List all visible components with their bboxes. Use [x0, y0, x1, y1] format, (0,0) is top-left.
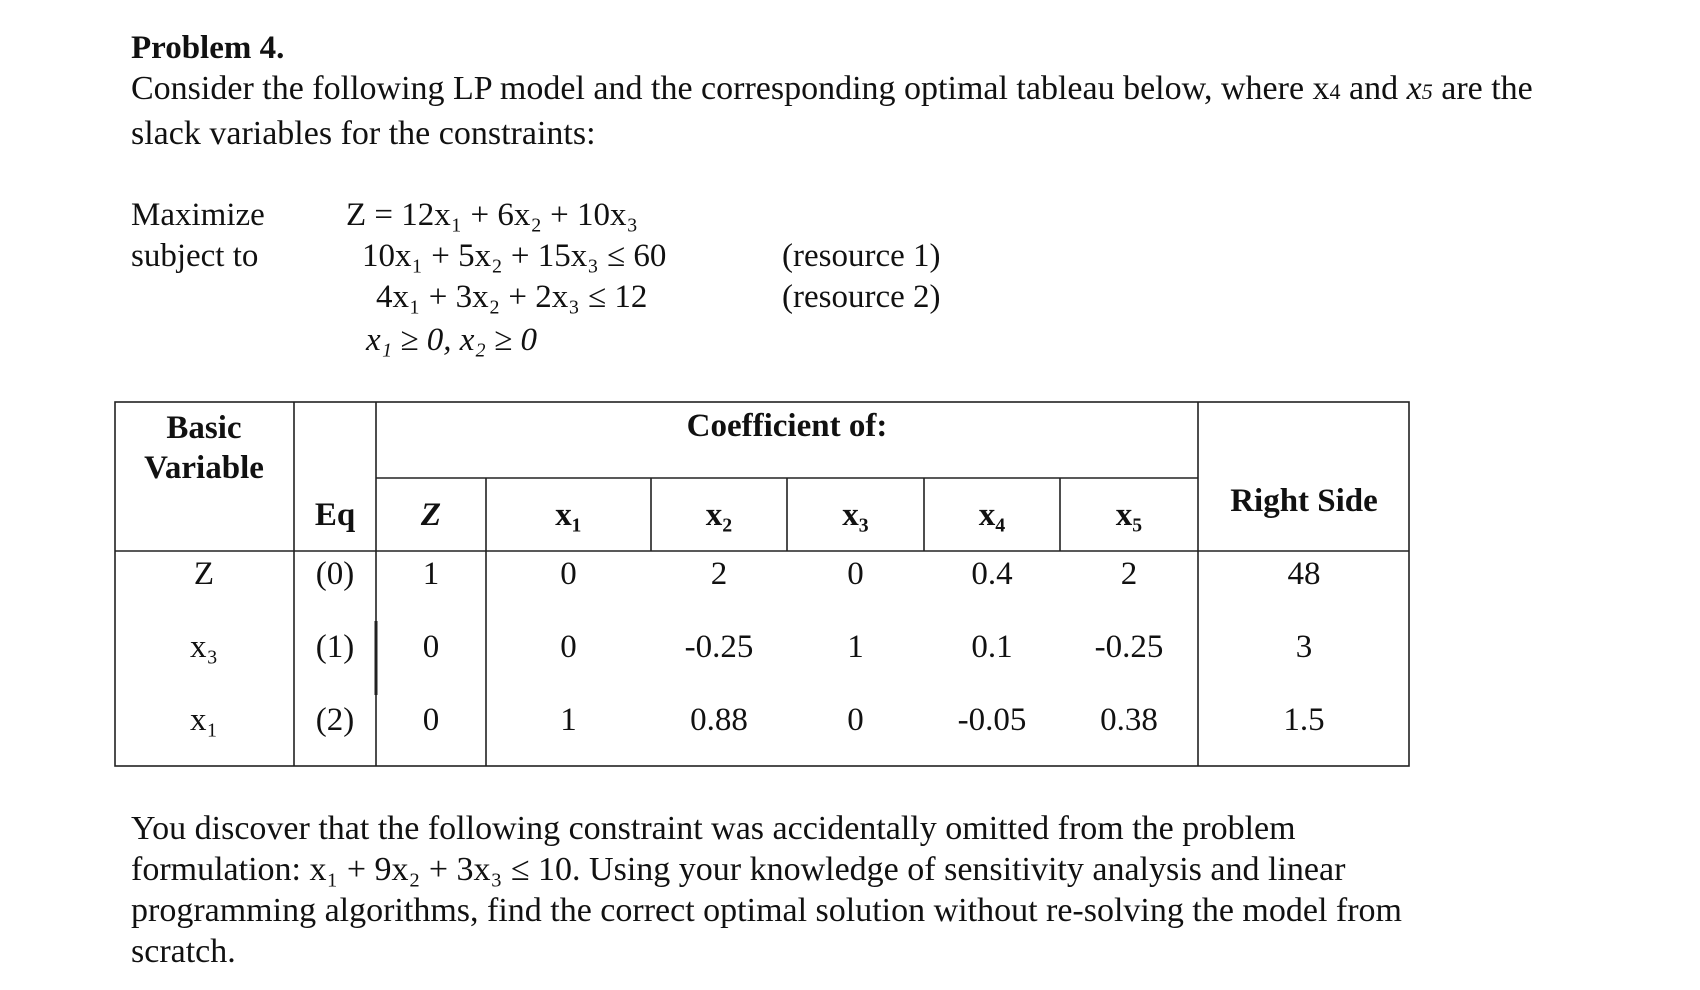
- row-1-coef-x5: -0.25: [1094, 629, 1164, 665]
- constraint-2: 4x₁ + 3x₂ + 2x₃ ≤ 12: [376, 279, 648, 315]
- intro-text-end: are the slack variables for the constraints:: [131, 70, 1533, 152]
- column-header-z: Z: [420, 497, 442, 533]
- column-header-x2: x₂: [705, 497, 733, 533]
- subject-to-label: subject to: [131, 238, 259, 274]
- coefficient-header: Coefficient of:: [686, 408, 888, 444]
- problem-intro: [131, 68, 1611, 155]
- row-1-coef-x4: 0.1: [971, 629, 1013, 665]
- row-2-coef-x3: 0: [847, 702, 864, 738]
- column-header-x4: x₄: [978, 497, 1006, 533]
- nonnegativity-constraints: x₁ ≥ 0, x₂ ≥ 0: [366, 322, 537, 358]
- row-1-coef-z: 0: [422, 629, 440, 665]
- closing-paragraph: [131, 808, 1631, 972]
- row-2-coef-x4: -0.05: [957, 702, 1027, 738]
- eq-header: Eq: [314, 497, 356, 533]
- row-0-coef-z: 1: [422, 556, 440, 592]
- constraint-2-note: (resource 2): [782, 279, 941, 315]
- row-0-coef-x2: 2: [710, 556, 728, 592]
- closing-line-3: programming algorithms, find the correct optimal solution without re-solving the model from: [131, 892, 1402, 929]
- row-1-basic: x₃: [189, 629, 218, 665]
- row-1-coef-x3: 1: [847, 629, 864, 665]
- row-0-basic: Z: [193, 556, 215, 592]
- column-header-x1: x₁: [555, 497, 582, 533]
- basic-variable-header-line-1: Basic: [166, 410, 242, 446]
- row-2-coef-x1: 1: [560, 702, 577, 738]
- maximize-label: Maximize: [131, 197, 265, 233]
- closing-line-1: You discover that the following constraint was accidentally omitted from the problem: [131, 810, 1296, 847]
- intro-var-a: x4: [1312, 70, 1341, 107]
- column-header-x3: x₃: [842, 497, 869, 533]
- row-2-eq: (2): [315, 702, 355, 738]
- closing-line-4: scratch.: [131, 933, 236, 970]
- constraint-1-note: (resource 1): [782, 238, 941, 274]
- row-0-coef-x4: 0.4: [971, 556, 1013, 592]
- row-1-coef-x2: -0.25: [684, 629, 754, 665]
- problem-title: Problem 4.: [131, 30, 285, 66]
- column-header-x5: x₅: [1115, 497, 1143, 533]
- row-2-coef-z: 0: [422, 702, 440, 738]
- row-0-rhs: 48: [1287, 556, 1321, 592]
- basic-variable-header-line-2: Variable: [144, 450, 264, 486]
- optimal-tableau: [114, 401, 1410, 767]
- row-0-coef-x5: 2: [1120, 556, 1138, 592]
- row-2-basic: x₁: [189, 702, 218, 738]
- row-0-coef-x1: 0: [560, 556, 577, 592]
- row-2-coef-x2: 0.88: [690, 702, 748, 738]
- intro-conj: and: [1340, 70, 1407, 107]
- row-2-coef-x5: 0.38: [1100, 702, 1158, 738]
- intro-text-start: Consider the following LP model and the corresponding optimal tableau below, where: [131, 70, 1313, 107]
- right-side-header: Right Side: [1230, 483, 1378, 519]
- row-1-coef-x1: 0: [560, 629, 577, 665]
- intro-var-b: x5: [1406, 70, 1433, 107]
- row-1-eq: (1): [315, 629, 355, 665]
- row-1-rhs: 3: [1295, 629, 1313, 665]
- row-0-eq: (0): [315, 556, 355, 592]
- row-2-rhs: 1.5: [1283, 702, 1325, 738]
- constraint-1: 10x₁ + 5x₂ + 15x₃ ≤ 60: [362, 238, 667, 274]
- closing-line-2: formulation: x₁ + 9x₂ + 3x₃ ≤ 10. Using your knowledge of sensitivity analysis and linear: [131, 851, 1346, 888]
- row-0-coef-x3: 0: [847, 556, 864, 592]
- objective-function: Z = 12x₁ + 6x₂ + 10x₃: [346, 197, 639, 233]
